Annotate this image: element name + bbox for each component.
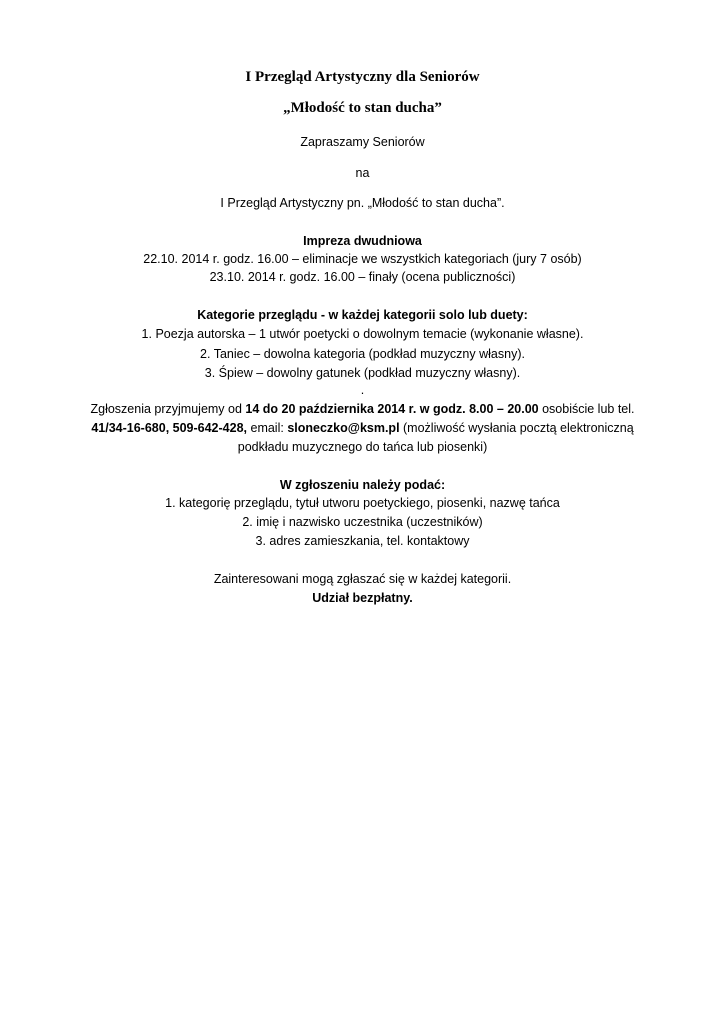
closing-line: Zainteresowani mogą zgłaszać się w każdej kategorii. — [213, 572, 512, 586]
category-item: 1. Poezja autorska – 1 utwór poetycki o dowolnym temacie (wykonanie własne). — [141, 327, 584, 341]
free-entry-note: Udział bezpłatny. — [312, 591, 413, 605]
category-item: 2. Taniec – dowolna kategoria (podkład muzyczny własny). — [200, 347, 525, 361]
form-item: 1. kategorię przeglądu, tytuł utworu poetyckiego, piosenki, nazwę tańca — [165, 496, 560, 510]
registration-email: sloneczko@ksm.pl — [287, 421, 400, 435]
registration-line-3: podkładu muzycznego do tańca lub piosenki) — [237, 440, 488, 454]
form-heading: W zgłoszeniu należy podać: — [279, 478, 446, 492]
connector-text: na — [355, 166, 370, 180]
category-item: 3. Śpiew – dowolny gatunek (podkład muzyczny własny). — [204, 366, 521, 380]
schedule-day-2: 23.10. 2014 r. godz. 16.00 – finały (ocena publiczności) — [209, 270, 516, 284]
categories-heading: Kategorie przeglądu - w każdej kategorii solo lub duety: — [197, 308, 528, 322]
registration-dates: 14 do 20 października 2014 r. w godz. 8.00 – 20.00 — [245, 402, 539, 416]
event-name: I Przegląd Artystyczny pn. „Młodość to stan ducha”. — [220, 196, 505, 210]
schedule-day-1: 22.10. 2014 r. godz. 16.00 – eliminacje we wszystkich kategoriach (jury 7 osób) — [143, 252, 582, 266]
invitation-text: Zapraszamy Seniorów — [300, 135, 425, 149]
form-item: 2. imię i nazwisko uczestnika (uczestników) — [242, 515, 483, 529]
form-item: 3. adres zamieszkania, tel. kontaktowy — [255, 534, 470, 548]
registration-line-2: 41/34-16-680, 509-642-428, email: sloneczko@ksm.pl (możliwość wysłania pocztą elektroniczną — [91, 421, 634, 435]
schedule-heading: Impreza dwudniowa — [303, 234, 422, 248]
registration-line-1: Zgłoszenia przyjmujemy od 14 do 20 października 2014 r. w godz. 8.00 – 20.00 osobiście lub tel. — [90, 402, 635, 416]
separator-dot: . — [360, 383, 365, 397]
document-subtitle: „Młodość to stan ducha” — [283, 100, 442, 116]
registration-phone: 41/34-16-680, 509-642-428, — [91, 421, 248, 435]
document-title: I Przegląd Artystyczny dla Seniorów — [245, 69, 480, 85]
